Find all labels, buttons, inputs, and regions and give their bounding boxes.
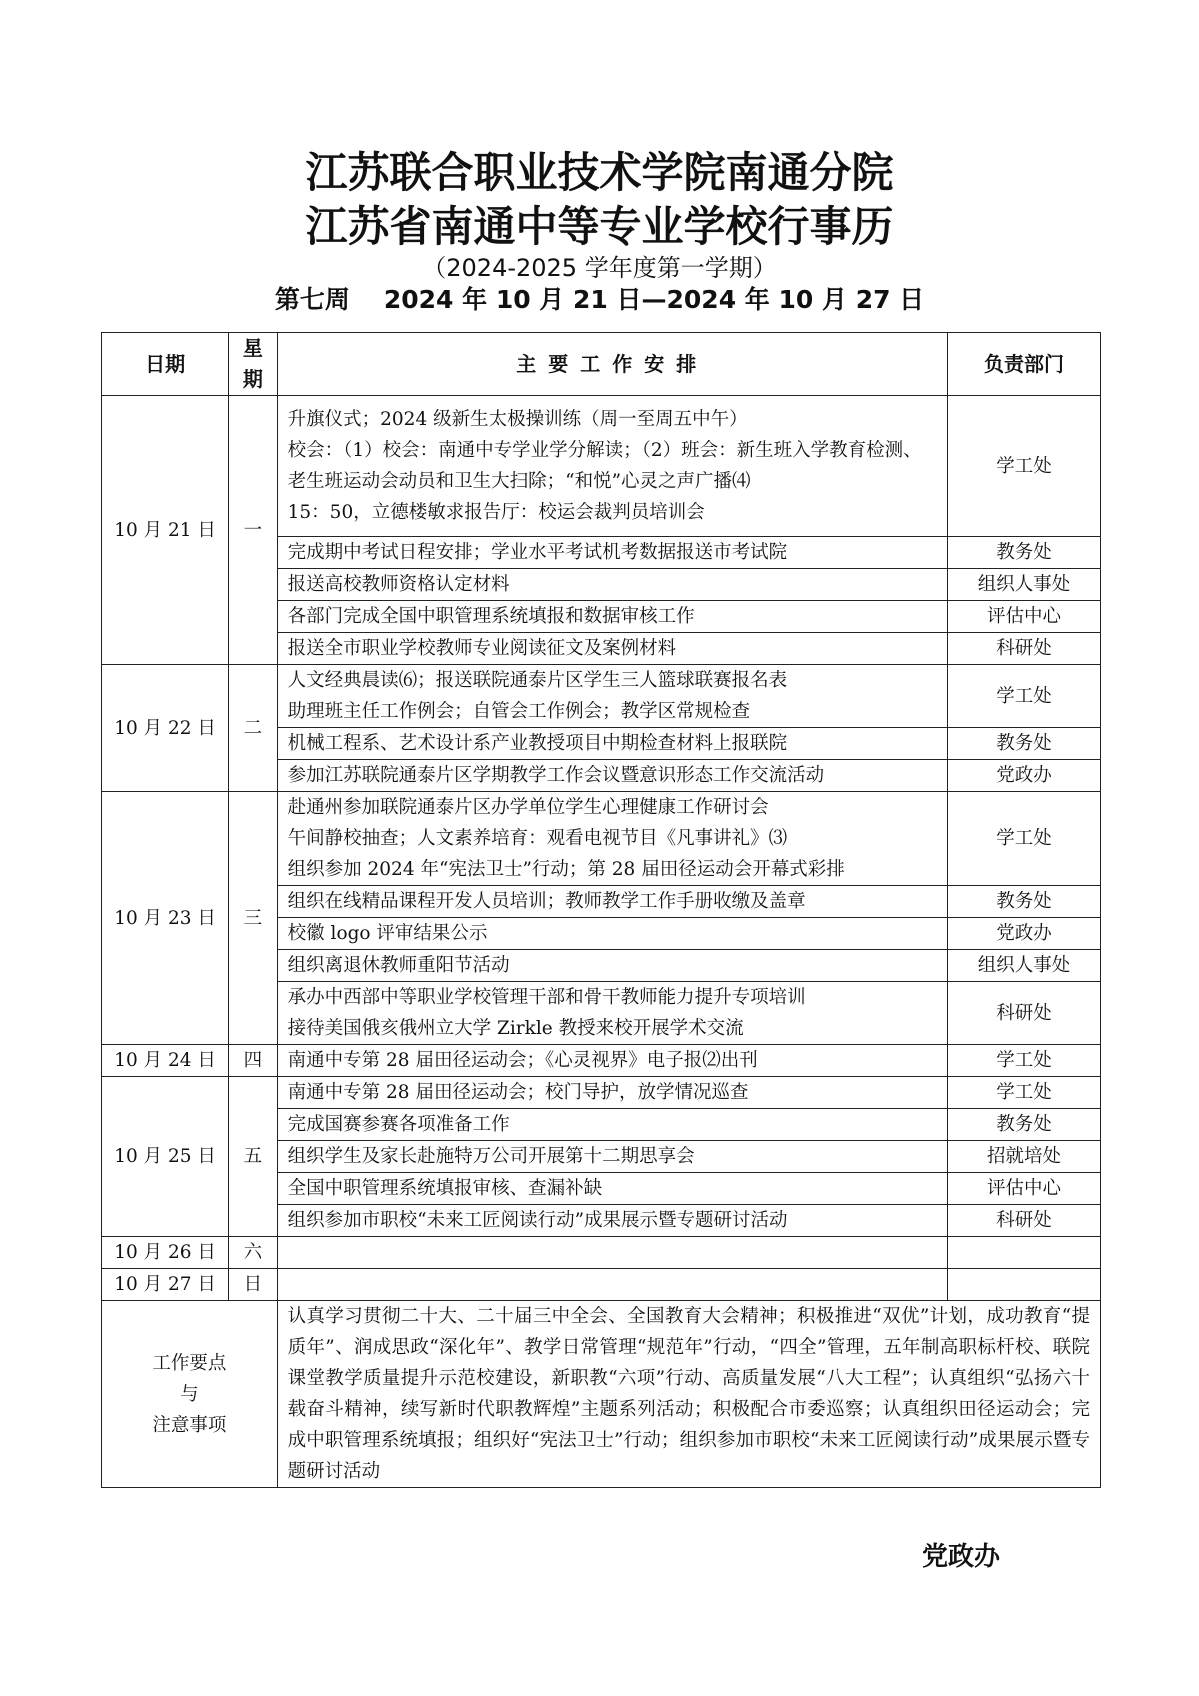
table-row — [102, 1045, 1101, 1077]
work-item — [277, 1237, 947, 1269]
day-date: 10 月 26 日 — [102, 1237, 229, 1269]
work-line: 报送全市职业学校教师专业阅读征文及案例材料 — [287, 638, 677, 659]
department: 学工处 — [947, 396, 1100, 537]
work-line: 升旗仪式；2024 级新生太极操训练（周一至周五中午） — [287, 409, 748, 430]
work-line: 接待美国俄亥俄州立大学 Zirkle 教授来校开展学术交流 — [287, 1018, 744, 1039]
work-item — [277, 569, 947, 601]
notes-label-line-2: 与 — [180, 1383, 199, 1405]
day-date: 10 月 23 日 — [102, 792, 229, 1045]
work-line: 15：50，立德楼敏求报告厅：校运会裁判员培训会 — [287, 502, 705, 523]
work-line: 报送高校教师资格认定材料 — [287, 574, 510, 595]
notes-label-line-1: 工作要点 — [152, 1352, 227, 1374]
work-item — [277, 1269, 947, 1301]
department: 教务处 — [947, 537, 1100, 569]
work-line: 校徽 logo 评审结果公示 — [287, 923, 488, 944]
week-label: 第七周 — [274, 285, 350, 314]
header-weekday — [229, 333, 277, 396]
work-line: 机械工程系、艺术设计系产业教授项目中期检查材料上报联院 — [287, 733, 788, 754]
work-item — [277, 665, 947, 728]
day-weekday: 一 — [229, 396, 277, 665]
notes-label — [102, 1301, 278, 1488]
notes-row — [102, 1301, 1101, 1488]
week-line — [0, 283, 1199, 317]
day-weekday: 三 — [229, 792, 277, 1045]
department: 学工处 — [947, 792, 1100, 886]
work-item — [277, 1109, 947, 1141]
header-date: 日期 — [102, 333, 229, 396]
work-item — [277, 950, 947, 982]
work-item — [277, 918, 947, 950]
department: 科研处 — [947, 982, 1100, 1045]
work-item — [277, 728, 947, 760]
department: 组织人事处 — [947, 950, 1100, 982]
table-row — [102, 1237, 1101, 1269]
work-item — [277, 792, 947, 886]
day-weekday: 五 — [229, 1077, 277, 1237]
semester-subtitle: （2024-2025 学年度第一学期） — [422, 254, 777, 282]
work-item — [277, 982, 947, 1045]
work-line: 校会：（1）校会：南通中专学业学分解读；（2）班会：新生班入学教育检测、老生班运动会动员和卫生大扫除；“和悦”心灵之声广播⑷ — [287, 440, 922, 492]
department: 教务处 — [947, 728, 1100, 760]
work-item — [277, 1045, 947, 1077]
work-line: 助理班主任工作例会；自管会工作例会；教学区常规检查 — [287, 701, 751, 722]
department: 评估中心 — [947, 1173, 1100, 1205]
work-line: 南通中专第 28 届田径运动会；《心灵视界》电子报⑵出刊 — [287, 1050, 758, 1071]
work-line: 组织学生及家长赴施特万公司开展第十二期思享会 — [287, 1146, 695, 1167]
header-dept: 负责部门 — [947, 333, 1100, 396]
day-weekday: 日 — [229, 1269, 277, 1301]
notes-text: 认真学习贯彻二十大、二十届三中全会、全国教育大会精神；积极推进“双优”计划，成功教育“提质年”、润成思政“深化年”、教学日常管理“规范年”行动，“四全”管理，五年制高职标杆校、联院课堂教学质量提升示范校建设，新职教“六项”行动、高质量发展“八大工程”；认真组织“弘扬六十载奋斗精神，续写新时代职教辉煌”主题系列活动；积极配合市委巡察；认真组织田径运动会；完成中职管理系统填报；组织好“宪法卫士”行动；组织参加市职校“未来工匠阅读行动”成果展示暨专题研讨活动 — [277, 1301, 1100, 1488]
notes-label-line-3: 注意事项 — [152, 1414, 227, 1436]
work-line: 人文经典晨读⑹；报送联院通泰片区学生三人篮球联赛报名表 — [287, 670, 788, 691]
department: 招就培处 — [947, 1141, 1100, 1173]
department: 学工处 — [947, 665, 1100, 728]
header-weekday-top: 星 — [242, 336, 263, 360]
department: 学工处 — [947, 1077, 1100, 1109]
day-date: 10 月 21 日 — [102, 396, 229, 665]
day-weekday: 二 — [229, 665, 277, 792]
day-date: 10 月 24 日 — [102, 1045, 229, 1077]
table-row — [102, 1077, 1101, 1109]
table-row — [102, 665, 1101, 728]
notes-section — [102, 1301, 1101, 1488]
work-line: 承办中西部中等职业学校管理干部和骨干教师能力提升专项培训 — [287, 987, 806, 1008]
header-row — [102, 333, 1101, 396]
work-line: 各部门完成全国中职管理系统填报和数据审核工作 — [287, 606, 695, 627]
work-line: 南通中专第 28 届田径运动会；校门导护，放学情况巡查 — [287, 1082, 749, 1103]
day-date: 10 月 22 日 — [102, 665, 229, 792]
work-line: 赴通州参加联院通泰片区办学单位学生心理健康工作研讨会 — [287, 797, 769, 818]
header-work: 主要工作安排 — [277, 333, 947, 396]
table-row — [102, 792, 1101, 886]
signature: 党政办 — [922, 1542, 1001, 1572]
day-date: 10 月 25 日 — [102, 1077, 229, 1237]
header-weekday-bottom: 期 — [242, 367, 263, 391]
day-date: 10 月 27 日 — [102, 1269, 229, 1301]
work-line: 组织参加市职校“未来工匠阅读行动”成果展示暨专题研讨活动 — [287, 1210, 788, 1231]
work-line: 全国中职管理系统填报审核、查漏补缺 — [287, 1178, 603, 1199]
work-line: 组织参加 2024 年“宪法卫士”行动；第 28 届田径运动会开幕式彩排 — [287, 859, 845, 880]
department — [947, 1269, 1100, 1301]
department: 科研处 — [947, 633, 1100, 665]
work-item — [277, 1173, 947, 1205]
work-line: 完成期中考试日程安排；学业水平考试机考数据报送市考试院 — [287, 542, 788, 563]
schedule-body — [102, 396, 1101, 1301]
title-line-1: 江苏联合职业技术学院南通分院 — [305, 148, 894, 197]
work-line: 完成国赛参赛各项准备工作 — [287, 1114, 510, 1135]
department: 学工处 — [947, 1045, 1100, 1077]
department: 党政办 — [947, 918, 1100, 950]
work-item — [277, 601, 947, 633]
work-line: 组织离退休教师重阳节活动 — [287, 955, 510, 976]
department: 教务处 — [947, 1109, 1100, 1141]
work-item — [277, 633, 947, 665]
department: 组织人事处 — [947, 569, 1100, 601]
work-item — [277, 1205, 947, 1237]
work-line: 午间静校抽查；人文素养培育：观看电视节目《凡事讲礼》⑶ — [287, 828, 788, 849]
work-line: 参加江苏联院通泰片区学期教学工作会议暨意识形态工作交流活动 — [287, 765, 825, 786]
work-item — [277, 396, 947, 537]
department: 教务处 — [947, 886, 1100, 918]
schedule-table — [101, 332, 1101, 1488]
title-line-2: 江苏省南通中等专业学校行事历 — [305, 202, 894, 251]
day-weekday: 四 — [229, 1045, 277, 1077]
work-item — [277, 1077, 947, 1109]
department — [947, 1237, 1100, 1269]
work-line: 组织在线精品课程开发人员培训；教师教学工作手册收缴及盖章 — [287, 891, 806, 912]
department: 科研处 — [947, 1205, 1100, 1237]
day-weekday: 六 — [229, 1237, 277, 1269]
department: 评估中心 — [947, 601, 1100, 633]
work-item — [277, 760, 947, 792]
work-item — [277, 1141, 947, 1173]
table-row — [102, 396, 1101, 537]
department: 党政办 — [947, 760, 1100, 792]
table-row — [102, 1269, 1101, 1301]
work-item — [277, 537, 947, 569]
work-item — [277, 886, 947, 918]
date-range: 2024 年 10 月 21 日—2024 年 10 月 27 日 — [383, 285, 925, 314]
